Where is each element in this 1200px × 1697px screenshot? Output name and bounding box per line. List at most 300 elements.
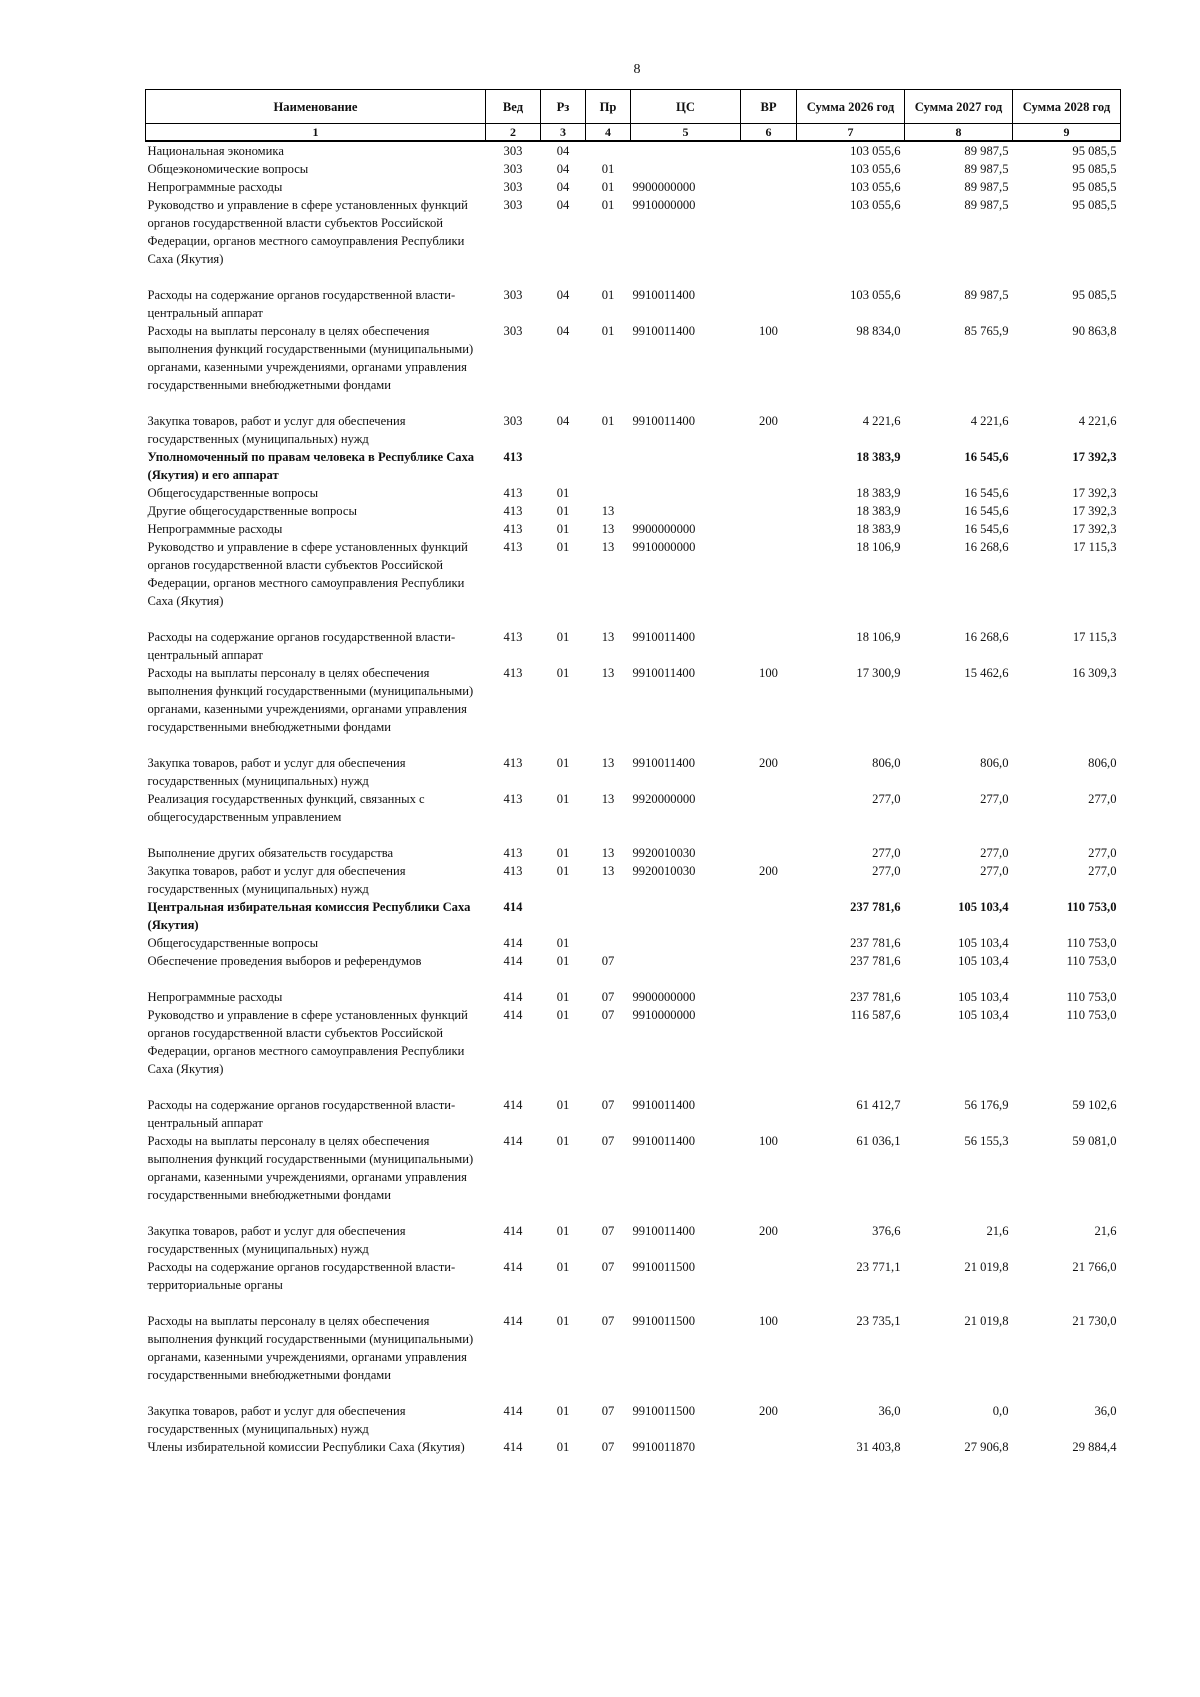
table-row (146, 934, 1121, 952)
header-sum-2028: Сумма 2028 год (1013, 90, 1121, 124)
row-pr: 13 (601, 504, 615, 518)
row-vr (741, 484, 797, 502)
row-rz (541, 448, 586, 484)
header-rz: Рз (541, 90, 586, 124)
table-row (146, 196, 1121, 286)
row-cs (631, 484, 741, 502)
table-row (146, 628, 1121, 664)
row-sum-2026: 18 383,9 (856, 522, 901, 536)
row-sum-2026: 277,0 (872, 864, 901, 878)
row-pr: 01 (601, 198, 615, 212)
row-rz: 01 (556, 1404, 570, 1418)
table-row (146, 178, 1121, 196)
table-row (146, 862, 1121, 898)
row-sum-2027: 4 221,6 (970, 414, 1009, 428)
row-cs (631, 934, 741, 952)
column-number: 2 (486, 124, 541, 142)
row-sum-2026: 237 781,6 (850, 990, 901, 1004)
row-sum-2026: 61 036,1 (856, 1134, 901, 1148)
row-vr: 200 (759, 1224, 778, 1238)
row-rz: 04 (556, 414, 570, 428)
row-vr: 100 (759, 1314, 778, 1328)
row-cs: 9910011400 (632, 414, 696, 428)
row-sum-2028: 110 753,0 (1066, 936, 1117, 950)
table-row (146, 286, 1121, 322)
row-vr (741, 844, 797, 862)
row-pr: 01 (601, 180, 615, 194)
row-rz: 01 (556, 756, 570, 770)
row-vr: 100 (759, 324, 778, 338)
row-vr (741, 628, 797, 664)
row-sum-2028: 277,0 (1088, 846, 1117, 860)
row-sum-2028: 59 102,6 (1072, 1098, 1117, 1112)
row-sum-2026: 116 587,6 (850, 1008, 901, 1022)
row-sum-2026: 17 300,9 (856, 666, 901, 680)
row-name: Расходы на выплаты персоналу в целях обеспечения выполнения функций государственными (муниципальными) органами, казенными учреждениями, органами управления государственными внебюджетными фондами (147, 666, 474, 734)
row-pr: 13 (601, 846, 615, 860)
row-pr: 07 (601, 1440, 615, 1454)
table-row (146, 520, 1121, 538)
row-ved: 413 (503, 522, 523, 536)
row-name: Общегосударственные вопросы (147, 936, 319, 950)
row-pr (586, 934, 631, 952)
row-ved: 413 (503, 630, 523, 644)
row-pr (586, 141, 631, 160)
row-sum-2027: 277,0 (980, 846, 1009, 860)
row-sum-2027: 89 987,5 (964, 198, 1009, 212)
row-sum-2027: 806,0 (980, 756, 1009, 770)
row-sum-2026: 61 412,7 (856, 1098, 901, 1112)
table-row (146, 1096, 1121, 1132)
row-name: Закупка товаров, работ и услуг для обеспечения государственных (муниципальных) нужд (147, 1224, 406, 1256)
row-cs: 9910011870 (632, 1440, 696, 1454)
page-number: 8 (633, 62, 641, 77)
row-rz (541, 898, 586, 934)
row-rz: 01 (556, 1134, 570, 1148)
row-cs (631, 952, 741, 988)
column-number: 7 (797, 124, 905, 142)
row-sum-2026: 103 055,6 (850, 288, 901, 302)
row-sum-2026: 103 055,6 (850, 198, 901, 212)
row-rz: 04 (556, 288, 570, 302)
row-sum-2026: 23 735,1 (856, 1314, 901, 1328)
row-cs: 9900000000 (632, 990, 696, 1004)
row-sum-2027: 105 103,4 (958, 1008, 1009, 1022)
header-cs: ЦС (631, 90, 741, 124)
header-ved: Вед (486, 90, 541, 124)
row-rz: 01 (556, 486, 570, 500)
header-pr: Пр (586, 90, 631, 124)
row-sum-2026: 103 055,6 (850, 144, 901, 158)
row-rz: 01 (556, 666, 570, 680)
row-vr: 200 (759, 864, 778, 878)
row-vr: 200 (759, 414, 778, 428)
row-sum-2026: 18 383,9 (856, 450, 901, 464)
row-name: Члены избирательной комиссии Республики Саха (Якутия) (147, 1440, 465, 1454)
row-cs: 9910000000 (632, 198, 696, 212)
row-pr: 13 (601, 540, 615, 554)
row-vr (741, 178, 797, 196)
row-cs: 9910011500 (632, 1314, 696, 1328)
row-sum-2028: 29 884,4 (1072, 1440, 1117, 1454)
table-row (146, 322, 1121, 412)
row-ved: 303 (503, 288, 523, 302)
row-vr (741, 1258, 797, 1312)
row-ved: 413 (503, 504, 523, 518)
table-row (146, 988, 1121, 1006)
table-row (146, 484, 1121, 502)
row-name: Расходы на содержание органов государственной власти- территориальные органы (147, 1260, 456, 1292)
row-vr (741, 286, 797, 322)
row-vr: 100 (759, 1134, 778, 1148)
row-sum-2028: 110 753,0 (1066, 990, 1117, 1004)
row-pr: 07 (601, 1134, 615, 1148)
row-sum-2026: 18 106,9 (856, 630, 901, 644)
table-row (146, 1258, 1121, 1312)
row-vr: 200 (759, 756, 778, 770)
row-ved: 414 (503, 1404, 523, 1418)
row-ved: 413 (503, 450, 523, 464)
row-name: Центральная избирательная комиссия Республики Саха (Якутия) (147, 900, 471, 932)
row-rz: 01 (556, 792, 570, 806)
row-ved: 303 (503, 144, 523, 158)
row-name: Обеспечение проведения выборов и референдумов (147, 954, 422, 968)
row-sum-2026: 4 221,6 (862, 414, 901, 428)
row-sum-2027: 0,0 (992, 1404, 1009, 1418)
row-sum-2027: 27 906,8 (964, 1440, 1009, 1454)
row-sum-2028: 59 081,0 (1072, 1134, 1117, 1148)
table-row (146, 141, 1121, 160)
row-pr (586, 898, 631, 934)
table-row (146, 1132, 1121, 1222)
row-name: Расходы на выплаты персоналу в целях обеспечения выполнения функций государственными (муниципальными) органами, казенными учреждениями, органами управления государственными внебюджетными фондами (147, 1314, 474, 1382)
row-ved: 414 (503, 1008, 523, 1022)
row-sum-2028: 110 753,0 (1066, 900, 1117, 914)
table-row (146, 538, 1121, 628)
row-pr: 07 (601, 1224, 615, 1238)
row-sum-2027: 277,0 (980, 792, 1009, 806)
row-sum-2027: 105 103,4 (958, 954, 1009, 968)
row-sum-2026: 23 771,1 (856, 1260, 901, 1274)
row-ved: 414 (503, 1314, 523, 1328)
row-vr (741, 1096, 797, 1132)
row-ved: 303 (503, 162, 523, 176)
row-sum-2026: 237 781,6 (850, 900, 901, 914)
row-ved: 414 (503, 900, 523, 914)
row-rz: 01 (556, 1260, 570, 1274)
table-row (146, 664, 1121, 754)
row-rz: 01 (556, 1224, 570, 1238)
row-rz: 01 (556, 864, 570, 878)
column-number: 8 (905, 124, 1013, 142)
row-sum-2026: 277,0 (872, 792, 901, 806)
row-pr: 01 (601, 324, 615, 338)
row-sum-2028: 110 753,0 (1066, 954, 1117, 968)
row-ved: 303 (503, 324, 523, 338)
row-rz: 01 (556, 1008, 570, 1022)
row-name: Общеэкономические вопросы (147, 162, 309, 176)
row-sum-2026: 31 403,8 (856, 1440, 901, 1454)
row-pr (586, 484, 631, 502)
row-cs (631, 898, 741, 934)
row-sum-2027: 89 987,5 (964, 162, 1009, 176)
column-number: 1 (146, 124, 486, 142)
row-rz: 01 (556, 1098, 570, 1112)
row-pr: 07 (601, 1098, 615, 1112)
row-sum-2026: 36,0 (878, 1404, 901, 1418)
table-row (146, 952, 1121, 988)
row-sum-2028: 806,0 (1088, 756, 1117, 770)
row-vr: 200 (759, 1404, 778, 1418)
row-sum-2027: 85 765,9 (964, 324, 1009, 338)
row-vr (741, 934, 797, 952)
row-pr: 13 (601, 864, 615, 878)
row-pr: 07 (601, 1404, 615, 1418)
row-vr: 100 (759, 666, 778, 680)
row-rz: 04 (556, 198, 570, 212)
row-sum-2027: 277,0 (980, 864, 1009, 878)
row-cs: 9920010030 (632, 846, 696, 860)
row-sum-2028: 16 309,3 (1072, 666, 1117, 680)
table-row (146, 1006, 1121, 1096)
column-number: 3 (541, 124, 586, 142)
row-sum-2027: 56 155,3 (964, 1134, 1009, 1148)
row-name: Национальная экономика (147, 144, 284, 158)
table-row (146, 1312, 1121, 1402)
row-cs: 9910000000 (632, 1008, 696, 1022)
row-sum-2028: 95 085,5 (1072, 180, 1117, 194)
row-sum-2026: 237 781,6 (850, 954, 901, 968)
row-sum-2026: 376,6 (872, 1224, 901, 1238)
table-body (146, 141, 1121, 1456)
row-vr (741, 988, 797, 1006)
row-sum-2028: 17 115,3 (1072, 630, 1117, 644)
row-sum-2028: 95 085,5 (1072, 198, 1117, 212)
row-ved: 413 (503, 792, 523, 806)
row-vr (741, 141, 797, 160)
row-ved: 413 (503, 864, 523, 878)
row-sum-2028: 36,0 (1094, 1404, 1117, 1418)
row-rz: 04 (556, 144, 570, 158)
row-sum-2027: 21 019,8 (964, 1314, 1009, 1328)
row-pr: 13 (601, 522, 615, 536)
row-sum-2026: 103 055,6 (850, 162, 901, 176)
row-name: Закупка товаров, работ и услуг для обеспечения государственных (муниципальных) нужд (147, 414, 406, 446)
row-name: Реализация государственных функций, связанных с общегосударственным управлением (147, 792, 425, 824)
row-name: Руководство и управление в сфере установленных функций органов государственной власти субъектов Российской Федерации, органов местного самоуправления Республики Саха (Якутия) (147, 198, 468, 266)
column-number: 6 (741, 124, 797, 142)
table-row (146, 898, 1121, 934)
row-rz: 01 (556, 1440, 570, 1454)
row-cs: 9910011400 (632, 288, 696, 302)
table-row (146, 502, 1121, 520)
row-vr (741, 898, 797, 934)
row-sum-2028: 110 753,0 (1066, 1008, 1117, 1022)
row-ved: 303 (503, 198, 523, 212)
row-name: Другие общегосударственные вопросы (147, 504, 357, 518)
table-row (146, 1222, 1121, 1258)
row-ved: 413 (503, 540, 523, 554)
row-sum-2027: 16 545,6 (964, 522, 1009, 536)
row-ved: 414 (503, 954, 523, 968)
budget-table (145, 89, 1121, 1456)
row-name: Руководство и управление в сфере установленных функций органов государственной власти субъектов Российской Федерации, органов местного самоуправления Республики Саха (Якутия) (147, 1008, 468, 1076)
row-ved: 413 (503, 756, 523, 770)
row-sum-2027: 105 103,4 (958, 990, 1009, 1004)
row-sum-2027: 56 176,9 (964, 1098, 1009, 1112)
row-sum-2028: 95 085,5 (1072, 144, 1117, 158)
row-vr (741, 790, 797, 844)
table-row (146, 844, 1121, 862)
row-sum-2028: 277,0 (1088, 792, 1117, 806)
header-vr: ВР (741, 90, 797, 124)
row-cs (631, 160, 741, 178)
row-name: Непрограммные расходы (147, 522, 283, 536)
row-sum-2026: 277,0 (872, 846, 901, 860)
row-cs: 9920010030 (632, 864, 696, 878)
row-vr (741, 502, 797, 520)
row-sum-2028: 21 730,0 (1072, 1314, 1117, 1328)
row-rz: 01 (556, 540, 570, 554)
row-rz: 01 (556, 936, 570, 950)
table-row (146, 790, 1121, 844)
row-sum-2028: 17 392,3 (1072, 486, 1117, 500)
row-cs: 9910011400 (632, 1224, 696, 1238)
row-sum-2026: 18 383,9 (856, 486, 901, 500)
row-sum-2026: 237 781,6 (850, 936, 901, 950)
row-cs: 9910000000 (632, 540, 696, 554)
row-pr: 07 (601, 1008, 615, 1022)
row-sum-2028: 95 085,5 (1072, 288, 1117, 302)
row-sum-2026: 18 383,9 (856, 504, 901, 518)
row-sum-2027: 16 545,6 (964, 486, 1009, 500)
row-rz: 01 (556, 630, 570, 644)
row-rz: 01 (556, 954, 570, 968)
row-sum-2028: 17 115,3 (1072, 540, 1117, 554)
row-vr (741, 448, 797, 484)
row-ved: 303 (503, 414, 523, 428)
row-sum-2027: 21 019,8 (964, 1260, 1009, 1274)
row-sum-2028: 21 766,0 (1072, 1260, 1117, 1274)
table-row (146, 754, 1121, 790)
table-row (146, 160, 1121, 178)
row-sum-2028: 17 392,3 (1072, 504, 1117, 518)
row-vr (741, 1006, 797, 1096)
row-sum-2027: 16 268,6 (964, 630, 1009, 644)
row-ved: 414 (503, 936, 523, 950)
row-vr (741, 1438, 797, 1456)
row-name: Уполномоченный по правам человека в Республике Саха (Якутия) и его аппарат (147, 450, 475, 482)
row-rz: 01 (556, 846, 570, 860)
table-row (146, 1402, 1121, 1438)
row-cs: 9920000000 (632, 792, 696, 806)
row-sum-2026: 806,0 (872, 756, 901, 770)
row-pr: 01 (601, 162, 615, 176)
row-sum-2028: 90 863,8 (1072, 324, 1117, 338)
row-sum-2027: 21,6 (986, 1224, 1009, 1238)
row-cs: 9910011400 (632, 630, 696, 644)
row-vr (741, 520, 797, 538)
row-name: Закупка товаров, работ и услуг для обеспечения государственных (муниципальных) нужд (147, 864, 406, 896)
row-sum-2027: 89 987,5 (964, 144, 1009, 158)
row-cs: 9910011400 (632, 666, 696, 680)
row-cs: 9910011500 (632, 1404, 696, 1418)
row-pr: 13 (601, 792, 615, 806)
row-vr (741, 196, 797, 286)
row-name: Закупка товаров, работ и услуг для обеспечения государственных (муниципальных) нужд (147, 1404, 406, 1436)
row-name: Непрограммные расходы (147, 990, 283, 1004)
row-sum-2028: 21,6 (1094, 1224, 1117, 1238)
row-sum-2027: 105 103,4 (958, 900, 1009, 914)
row-name: Расходы на содержание органов государственной власти- центральный аппарат (147, 288, 456, 320)
row-rz: 01 (556, 504, 570, 518)
row-name: Выполнение других обязательств государства (147, 846, 394, 860)
row-sum-2027: 16 268,6 (964, 540, 1009, 554)
row-ved: 303 (503, 180, 523, 194)
row-rz: 04 (556, 324, 570, 338)
row-rz: 01 (556, 1314, 570, 1328)
row-pr: 13 (601, 756, 615, 770)
table-row (146, 448, 1121, 484)
row-name: Общегосударственные вопросы (147, 486, 319, 500)
row-sum-2028: 95 085,5 (1072, 162, 1117, 176)
row-cs: 9910011400 (632, 756, 696, 770)
row-cs (631, 141, 741, 160)
row-name: Расходы на содержание органов государственной власти- центральный аппарат (147, 630, 456, 662)
row-ved: 414 (503, 990, 523, 1004)
row-cs (631, 448, 741, 484)
row-ved: 414 (503, 1134, 523, 1148)
row-ved: 413 (503, 666, 523, 680)
row-sum-2027: 89 987,5 (964, 288, 1009, 302)
row-sum-2028: 4 221,6 (1078, 414, 1117, 428)
row-cs (631, 502, 741, 520)
row-sum-2027: 16 545,6 (964, 450, 1009, 464)
row-vr (741, 952, 797, 988)
row-sum-2028: 17 392,3 (1072, 450, 1117, 464)
row-ved: 414 (503, 1224, 523, 1238)
row-pr: 13 (601, 666, 615, 680)
row-sum-2026: 18 106,9 (856, 540, 901, 554)
row-ved: 414 (503, 1098, 523, 1112)
column-number: 5 (631, 124, 741, 142)
row-rz: 04 (556, 162, 570, 176)
row-ved: 414 (503, 1440, 523, 1454)
row-name: Расходы на выплаты персоналу в целях обеспечения выполнения функций государственными (муниципальными) органами, казенными учреждениями, органами управления государственными внебюджетными фондами (147, 324, 474, 392)
row-sum-2026: 103 055,6 (850, 180, 901, 194)
row-name: Расходы на содержание органов государственной власти- центральный аппарат (147, 1098, 456, 1130)
row-vr (741, 538, 797, 628)
header-sum-2027: Сумма 2027 год (905, 90, 1013, 124)
row-pr: 13 (601, 630, 615, 644)
row-rz: 04 (556, 180, 570, 194)
column-number: 4 (586, 124, 631, 142)
row-cs: 9910011400 (632, 1098, 696, 1112)
row-pr: 07 (601, 1260, 615, 1274)
row-pr: 01 (601, 414, 615, 428)
row-sum-2028: 277,0 (1088, 864, 1117, 878)
table-row (146, 412, 1121, 448)
row-ved: 413 (503, 846, 523, 860)
row-cs: 9910011400 (632, 1134, 696, 1148)
row-pr: 07 (601, 1314, 615, 1328)
row-cs: 9900000000 (632, 522, 696, 536)
row-name: Закупка товаров, работ и услуг для обеспечения государственных (муниципальных) нужд (147, 756, 406, 788)
row-rz: 01 (556, 522, 570, 536)
row-sum-2027: 16 545,6 (964, 504, 1009, 518)
header-sum-2026: Сумма 2026 год (797, 90, 905, 124)
row-rz: 01 (556, 990, 570, 1004)
